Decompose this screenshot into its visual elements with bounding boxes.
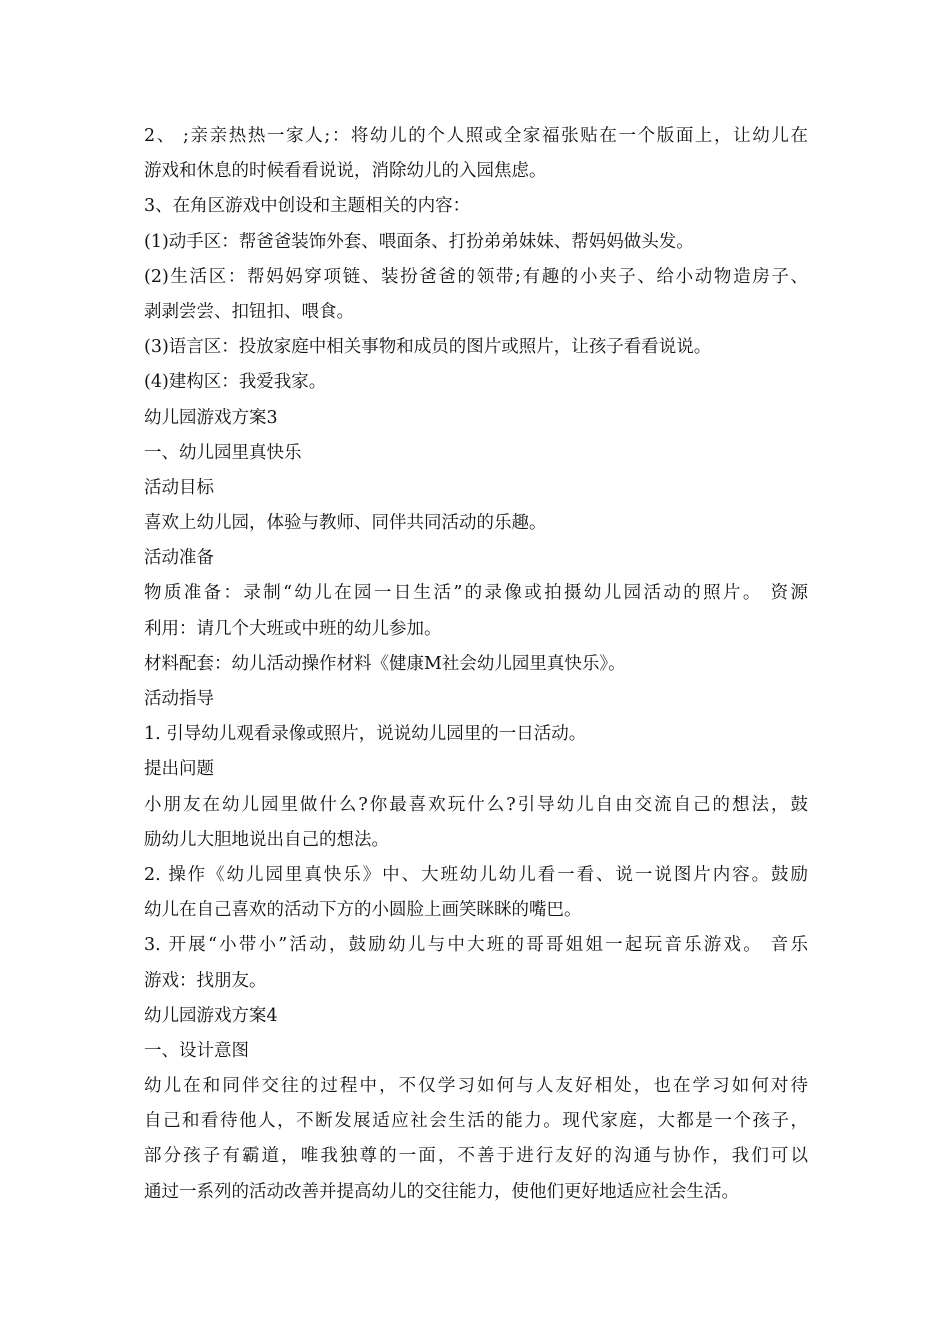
paragraph-line: 自己和看待他人，不断发展适应社会生活的能力。现代家庭，大都是一个孩子， xyxy=(144,1111,808,1132)
paragraph-line: 幼儿在和同伴交往的过程中，不仅学习如何与人友好相处，也在学习如何对待 xyxy=(144,1076,808,1097)
paragraph-line: 游戏：找朋友。 xyxy=(144,970,267,991)
paragraph-line: 幼儿在自己喜欢的活动下方的小圆脸上画笑眯眯的嘴巴。 xyxy=(144,900,582,921)
subsection-heading: 活动指导 xyxy=(144,689,214,709)
subsection-heading: 一、设计意图 xyxy=(144,1040,249,1061)
paragraph-line: (4)建构区：我爱我家。 xyxy=(144,372,327,393)
paragraph-line: (1)动手区：帮爸爸装饰外套、喂面条、打扮弟弟妹妹、帮妈妈做头发。 xyxy=(144,231,694,252)
paragraph-line: 通过一系列的活动改善并提高幼儿的交往能力，使他们更好地适应社会生活。 xyxy=(144,1181,739,1202)
paragraph-line: 剥剥尝尝、扣钮扣、喂食。 xyxy=(144,301,354,322)
paragraph-line: 2. 操作《幼儿园里真快乐》中、大班幼儿幼儿看一看、说一说图片内容。鼓励 xyxy=(144,864,808,885)
paragraph-line: (2)生活区：帮妈妈穿项链、装扮爸爸的领带;有趣的小夹子、给小动物造房子、 xyxy=(144,266,808,287)
paragraph-line: 1. 引导幼儿观看录像或照片，说说幼儿园里的一日活动。 xyxy=(144,724,587,745)
subsection-heading: 提出问题 xyxy=(144,759,214,780)
document-body xyxy=(144,119,808,1210)
paragraph-line: 材料配套：幼儿活动操作材料《健康M社会幼儿园里真快乐》。 xyxy=(144,653,626,674)
paragraph-line: 喜欢上幼儿园，体验与教师、同伴共同活动的乐趣。 xyxy=(144,513,547,534)
paragraph-line: 小朋友在幼儿园里做什么?你最喜欢玩什么?引导幼儿自由交流自己的想法，鼓 xyxy=(144,794,808,815)
paragraph-line: 利用：请几个大班或中班的幼儿参加。 xyxy=(144,618,442,639)
paragraph-line: 3、在角区游戏中创设和主题相关的内容： xyxy=(144,196,471,217)
paragraph-line: 2、 ;亲亲热热一家人;：将幼儿的个人照或全家福张贴在一个版面上，让幼儿在 xyxy=(144,126,808,146)
subsection-heading: 活动目标 xyxy=(144,477,214,498)
subsection-heading: 一、幼儿园里真快乐 xyxy=(144,442,302,463)
paragraph-line: 部分孩子有霸道，唯我独尊的一面，不善于进行友好的沟通与协作，我们可以 xyxy=(144,1146,808,1167)
paragraph-line: 物质准备：录制“幼儿在园一日生活”的录像或拍摄幼儿园活动的照片。 资源 xyxy=(144,583,808,604)
section-heading: 幼儿园游戏方案3 xyxy=(144,407,278,428)
section-heading: 幼儿园游戏方案4 xyxy=(144,1005,278,1026)
paragraph-line: 励幼儿大胆地说出自己的想法。 xyxy=(144,829,389,850)
subsection-heading: 活动准备 xyxy=(144,548,214,569)
paragraph-line: 游戏和休息的时候看看说说，消除幼儿的入园焦虑。 xyxy=(144,161,547,182)
paragraph-line: (3)语言区：投放家庭中相关事物和成员的图片或照片，让孩子看看说说。 xyxy=(144,337,712,358)
paragraph-line: 3. 开展“小带小”活动，鼓励幼儿与中大班的哥哥姐姐一起玩音乐游戏。 音乐 xyxy=(144,935,808,956)
